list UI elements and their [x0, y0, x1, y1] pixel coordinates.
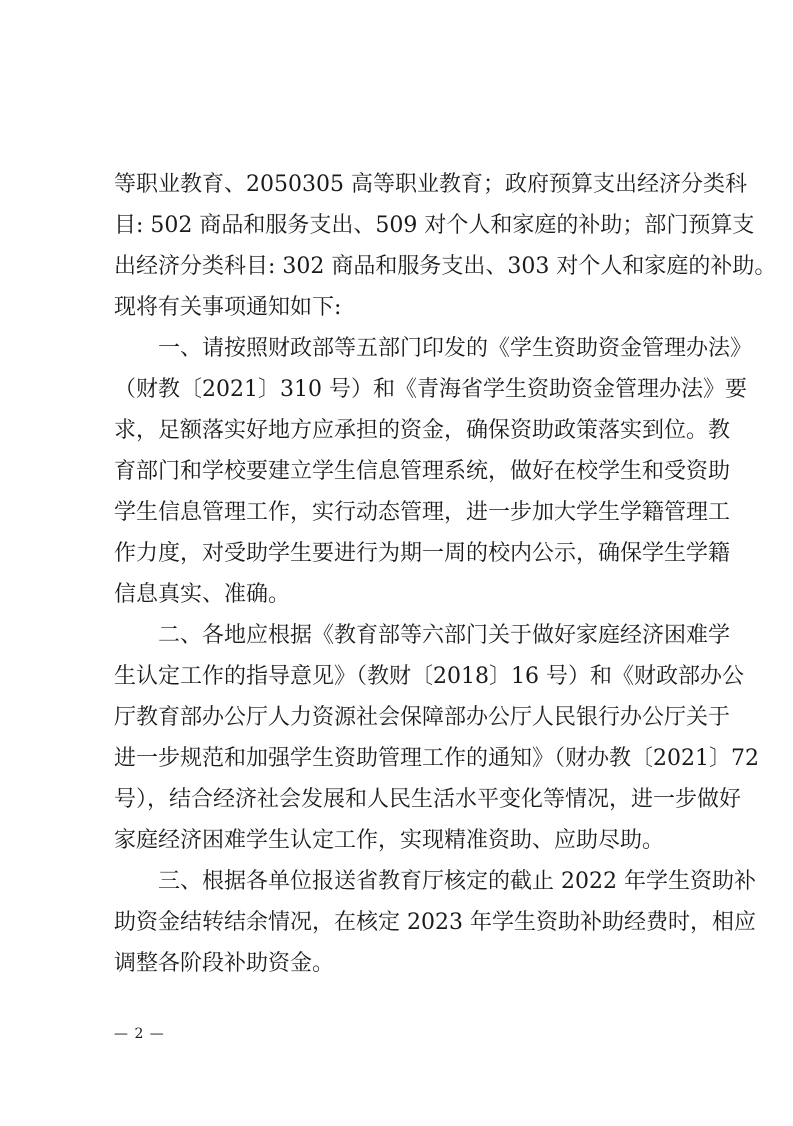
- body-text-line: 现将有关事项通知如下:: [114, 295, 342, 320]
- body-text-line: 调整各阶段补助资金。: [114, 951, 335, 976]
- body-text-line: 等职业教育、2050305 高等职业教育；政府预算支出经济分类科: [114, 172, 747, 197]
- body-text-line: （财教〔2021〕310 号）和《青海省学生资助资金管理办法》要: [114, 377, 747, 402]
- body-text-line: 出经济分类科目: 302 商品和服务支出、303 对个人和家庭的补助。: [114, 254, 777, 279]
- body-text-line: 家庭经济困难学生认定工作，实现精准资助、应助尽助。: [114, 828, 665, 853]
- body-text-line: 求，足额落实好地方应承担的资金，确保资助政策落实到位。教: [114, 418, 731, 443]
- body-text-line: 信息真实、准确。: [114, 582, 291, 607]
- body-text-line: 助资金结转结余情况，在核定 2023 年学生资助补助经费时，相应: [114, 910, 756, 935]
- body-text-line: 进一步规范和加强学生资助管理工作的通知》（财办教〔2021〕72: [114, 746, 759, 771]
- paragraph-2-first-line: 二、各地应根据《教育部等六部门关于做好家庭经济困难学: [158, 623, 731, 648]
- body-text-line: 育部门和学校要建立学生信息管理系统，做好在校学生和受资助: [114, 459, 731, 484]
- body-text-line: 作力度，对受助学生要进行为期一周的校内公示，确保学生学籍: [114, 541, 731, 566]
- body-text-line: 生认定工作的指导意见》（教财〔2018〕16 号）和《财政部办公: [114, 664, 744, 689]
- body-text-line: 号），结合经济社会发展和人民生活水平变化等情况，进一步做好: [114, 787, 742, 812]
- body-text-line: 厅教育部办公厅人力资源社会保障部办公厅人民银行办公厅关于: [114, 705, 731, 730]
- page-number: — 2 —: [114, 1026, 165, 1042]
- paragraph-3-first-line: 三、根据各单位报送省教育厅核定的截止 2022 年学生资助补: [158, 869, 756, 894]
- body-text-line: 目: 502 商品和服务支出、509 对个人和家庭的补助；部门预算支: [114, 213, 755, 238]
- paragraph-1-first-line: 一、请按照财政部等五部门印发的《学生资助资金管理办法》: [158, 336, 753, 361]
- body-text-line: 学生信息管理工作，实行动态管理，进一步加大学生学籍管理工: [114, 500, 731, 525]
